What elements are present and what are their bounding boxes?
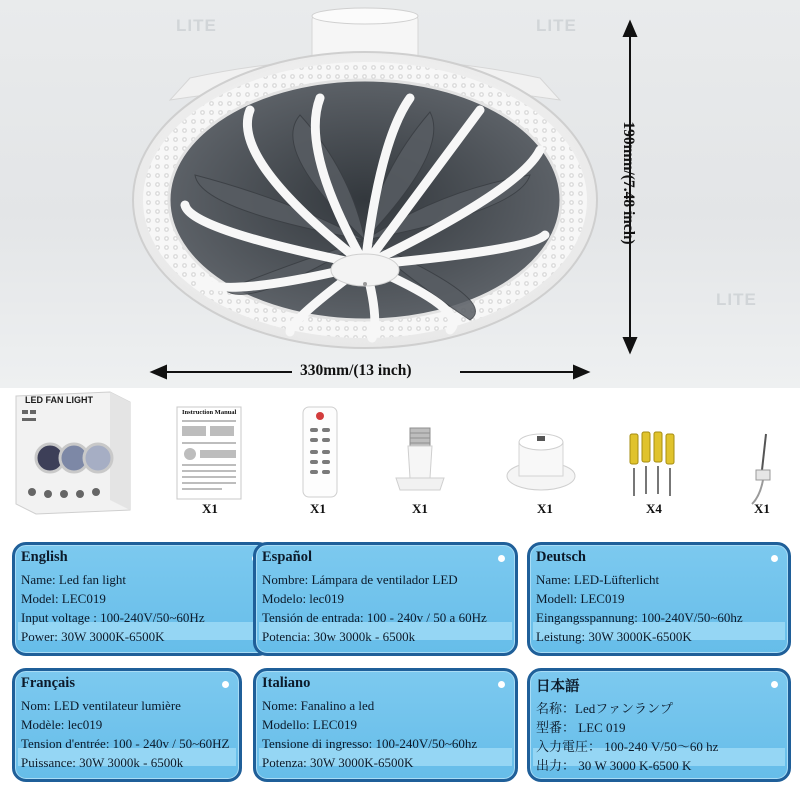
spec-power: Potencia: 30w 3000k - 6500k [262,629,416,644]
instruction-manual-image [176,406,242,500]
e27-adapter-image [390,426,450,496]
spec-model: 型番： LEC 019 [536,720,626,735]
watermark: LITE [176,16,217,35]
spec-model: Model: LEC019 [21,591,106,606]
watermark: LITE [536,16,577,35]
spec-name: Name: Led fan light [21,572,127,587]
spec-power: Leistung: 30W 3000K-6500K [536,629,692,644]
spec-language: Español [262,549,312,565]
ceiling-fan-light-image [0,0,800,388]
spec-card-spanish [253,542,518,656]
spec-voltage: Eingangsspannung: 100-240V/50~60hz [536,610,743,625]
spec-language: English [21,549,68,565]
spec-power: 出力： 30 W 3000 K-6500 K [536,758,692,773]
height-dimension-label: 190mm/(7.48 inch) [620,121,637,245]
package-box-image [10,388,140,520]
package-title: LED FAN LIGHT [25,395,93,405]
spec-card-italian [253,668,518,782]
spec-card-english [12,542,272,656]
wall-anchors-image [626,430,678,500]
accessory-qty: X1 [412,501,428,516]
spec-voltage: Tension d'entrée: 100 - 240v / 50~60HZ [21,736,230,751]
remote-control-image [302,406,338,498]
accessory-qty: X4 [646,501,662,516]
spec-power: Power: 30W 3000K-6500K [21,629,165,644]
accessory-qty: X1 [754,501,770,516]
spec-model: Modell: LEC019 [536,591,625,606]
spec-language: Français [21,675,75,691]
spec-name: Nome: Fanalino a led [262,698,375,713]
product-photo [0,0,800,388]
spec-model: Modèle: lec019 [21,717,103,732]
spec-voltage: Input voltage : 100-240V/50~60Hz [21,610,205,625]
dot-icon [498,681,505,688]
spec-name: Nombre: Lámpara de ventilador LED [262,572,458,587]
accessory-qty: X1 [310,501,326,516]
spec-card-french [12,668,242,782]
dot-icon [222,681,229,688]
spec-model: Modelo: lec019 [262,591,344,606]
spec-name: Nom: LED ventilateur lumière [21,698,181,713]
spec-voltage: Tensione di ingresso: 100-240V/50~60hz [262,736,478,751]
spec-card-german [527,542,791,656]
spec-voltage: 入力電圧： 100-240 V/50～60 hz [536,739,719,754]
spec-language: Deutsch [536,549,586,565]
wire-connector-image [748,430,778,510]
spec-model: Modello: LEC019 [262,717,357,732]
spec-power: Puissance: 30W 3000k - 6500k [21,755,184,770]
dot-icon [771,555,778,562]
spec-language: 日本語 [536,679,580,695]
spec-power: Potenza: 30W 3000K-6500K [262,755,414,770]
width-dimension-label: 330mm/(13 inch) [300,362,412,379]
spec-language: Italiano [262,675,311,691]
spec-voltage: Tensión de entrada: 100 - 240v / 50 a 60Hz [262,610,487,625]
accessories-row [0,388,800,528]
manual-title: Instruction Manual [182,409,237,416]
spec-name: Name: LED-Lüfterlicht [536,572,660,587]
ceiling-mount-image [505,430,577,494]
spec-card-japanese [527,668,791,782]
dot-icon [771,681,778,688]
dot-icon [498,555,505,562]
accessory-qty: X1 [537,501,553,516]
watermark: LITE [716,290,757,309]
spec-name: 名称：Ledファンランプ [536,701,673,716]
accessory-qty: X1 [202,501,218,516]
